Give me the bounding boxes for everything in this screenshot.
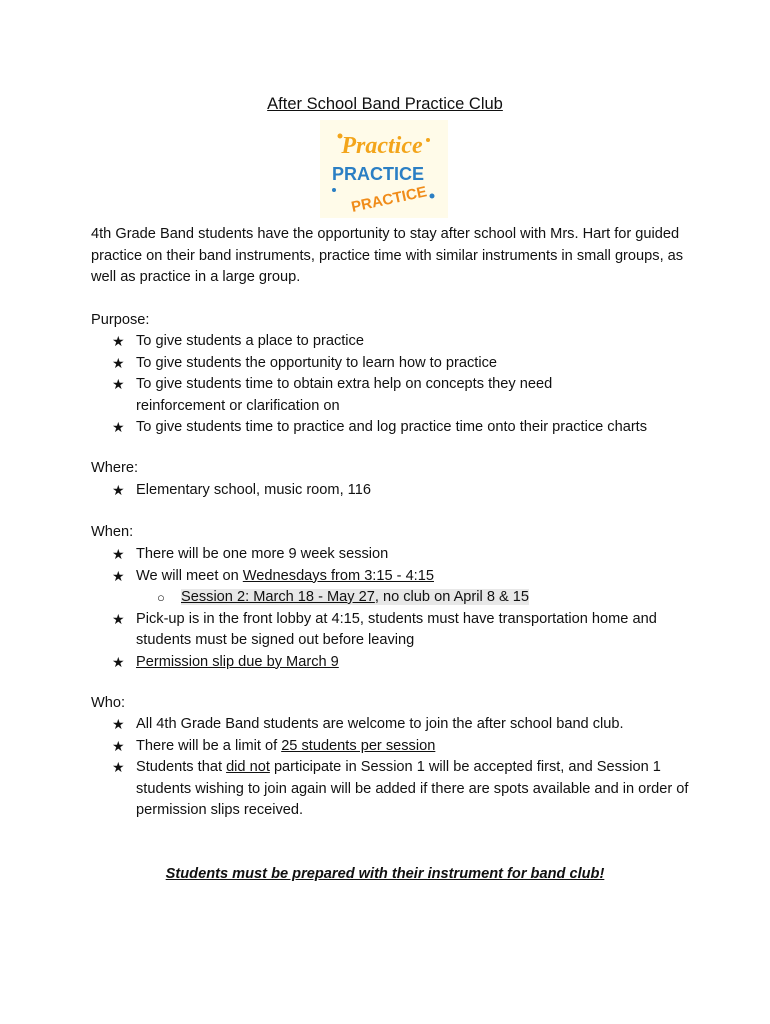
who-label: Who: (91, 695, 126, 711)
session-dates: Session 2: March 18 - May 27 (181, 589, 375, 605)
who-list (0, 714, 700, 822)
list-item: ★ Students that did not participate in Session 1 will be accepted first, and Session 1 students wishing to join again will be added if there are spots available and in order of permission slips received. (112, 759, 689, 818)
list-item: ★ To give students the opportunity to learn how to practice (0, 353, 700, 375)
logo-word-1: Practice (341, 133, 423, 159)
purpose-label: Purpose: (91, 312, 150, 328)
intro-paragraph: 4th Grade Band students have the opportunity to stay after school with Mrs. Hart for guided practice on their band instruments, practice time with similar instruments in small groups, as well as practice in a large group. (91, 226, 684, 285)
practice-logo (320, 120, 448, 218)
star-icon: ★ (112, 737, 125, 754)
permission-slip-deadline: Permission slip due by March 9 (136, 653, 339, 670)
list-item: ★ To give students a place to practice (0, 331, 700, 353)
when-label: When: (91, 524, 134, 540)
list-item: ★ To give students time to practice and log practice time onto their practice charts (0, 417, 700, 439)
where-list (0, 480, 700, 502)
page-title: After School Band Practice Club (267, 95, 503, 113)
star-icon: ★ (112, 716, 125, 732)
student-limit: 25 students per session (281, 737, 436, 754)
star-icon: ★ (112, 759, 125, 775)
star-icon: ★ (112, 419, 125, 435)
footer-note: Students must be prepared with their instrument for band club! (165, 866, 605, 882)
star-icon: ★ (112, 354, 125, 371)
star-icon: ★ (112, 546, 125, 562)
when-list (0, 544, 700, 673)
logo-word-3: PRACTICE (349, 183, 429, 216)
where-label: Where: (91, 460, 139, 476)
did-not-emphasis: did not (226, 759, 270, 775)
list-item: ★ Elementary school, music room, 116 (0, 480, 700, 502)
list-item: ○ Session 2: March 18 - May 27, no club on April 8 & 15 (181, 587, 700, 609)
star-icon: ★ (112, 610, 125, 627)
list-item: ★ To give students time to obtain extra help on concepts they need reinforcement or clarification on (112, 376, 553, 414)
list-item: ★ We will meet on Wednesdays from 3:15 - 4:15 ○ Session 2: March 18 - May 27, no club on April 8 & 15 (0, 566, 700, 609)
list-item (0, 652, 700, 674)
star-icon: ★ (112, 333, 125, 349)
logo-word-2: PRACTICE (331, 164, 425, 184)
star-icon: ★ (112, 482, 125, 498)
meeting-time: Wednesdays from 3:15 - 4:15 (242, 567, 434, 584)
star-icon: ★ (112, 567, 125, 584)
purpose-list (0, 331, 700, 439)
list-item: ★ There will be a limit of 25 students per session (0, 736, 700, 758)
list-item: ★ All 4th Grade Band students are welcome to join the after school band club. (0, 714, 700, 736)
star-icon: ★ (112, 376, 125, 392)
list-item: ★ Pick-up is in the front lobby at 4:15, students must have transportation home and students must be signed out before leaving (112, 610, 657, 648)
circle-bullet-icon: ○ (157, 590, 165, 605)
list-item: ★ There will be one more 9 week session (0, 544, 700, 566)
star-icon: ★ (112, 653, 125, 670)
